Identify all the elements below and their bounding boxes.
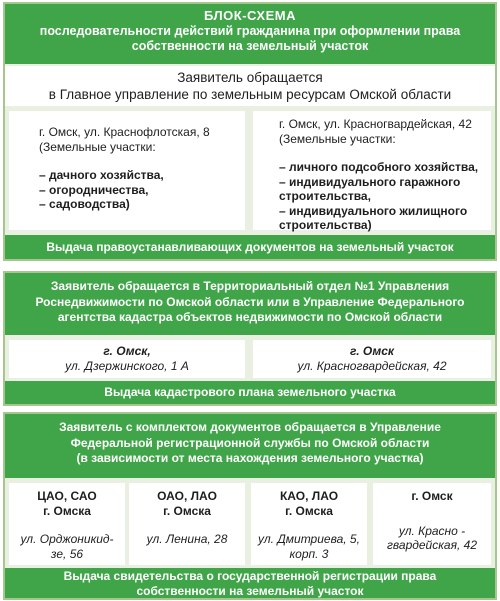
office-dzerzhinskogo <box>9 340 245 378</box>
list-item: строительства, <box>279 189 371 203</box>
applicant-step-land-resources <box>5 66 495 106</box>
office-street: ул. Красногвардейская, 42 <box>297 359 447 373</box>
registration-step-line-3: (в зависимости от места нахождения земельного участка) <box>76 451 424 465</box>
office-cao-sao <box>9 483 125 565</box>
office-address-line-2: гвардейская, 42 <box>386 538 477 552</box>
office-address-line-1: ул. Красно - <box>398 523 466 538</box>
flowchart-title: БЛОК-СХЕМА <box>204 8 296 23</box>
office-krasnoflotskaya <box>9 111 245 230</box>
office-address: г. Омск, ул. Красногвардейская, 42 <box>279 117 472 131</box>
result-registration-certificate <box>5 568 495 598</box>
office-district: ОАО, ЛАО <box>157 489 217 503</box>
office-oao-lao <box>129 483 245 565</box>
list-item: – личного подсобного хозяйства, <box>279 160 479 174</box>
office-address <box>251 532 367 561</box>
flowchart-subtitle-line-1: последовательности действий гражданина при оформлении права <box>39 23 461 38</box>
office-city: г. Омска <box>163 503 211 518</box>
block-cadastral-plan <box>3 271 497 406</box>
list-item: – индивидуального гаражного <box>279 174 461 189</box>
office-omsk-krasnogvardeyskaya <box>373 483 491 565</box>
list-item: – садоводства) <box>39 197 130 211</box>
block-land-ownership <box>3 2 497 261</box>
registration-step-line-2: Федеральной регистрационной службы по Омской области <box>70 435 430 450</box>
office-krasnogvardeyskaya <box>253 111 491 230</box>
list-item: – огородничества, <box>39 182 149 197</box>
office-city: г. Омска <box>43 503 91 518</box>
list-item: строительства) <box>279 218 372 232</box>
office-address-line-1: ул. Дмитриева, 5, <box>258 532 360 546</box>
list-item: – индивидуального жилищного <box>279 203 468 218</box>
office-address-line-2: корп. 3 <box>289 546 329 561</box>
office-address: г. Омск, ул. Краснофлотская, 8 <box>39 125 210 139</box>
office-kao-lao <box>251 483 367 565</box>
office-city: г. Омск, <box>103 344 151 358</box>
registration-step-line-1: Заявитель с комплектом документов обращается в Управление <box>59 420 441 434</box>
applicant-step-line-2: в Главное управление по земельным ресурсам Омской области <box>48 87 452 102</box>
block-registration <box>3 412 497 600</box>
office-district: КАО, ЛАО <box>279 489 339 503</box>
applicant-step-cadastre <box>5 273 495 335</box>
flowchart-header <box>5 4 495 64</box>
office-krasnogvardeyskaya-cadastre <box>253 340 491 378</box>
office-district: г. Омск <box>411 489 453 503</box>
cadastre-step-line-3: агентства кадастра объектов недвижимости по Омской области <box>57 310 443 324</box>
result-line-1: Выдача свидетельства о государственной регистрации права <box>63 569 437 583</box>
result-line-2: собственности на земельный участок <box>136 583 364 598</box>
plot-types-list <box>279 160 491 233</box>
office-city: г. Омска <box>285 503 333 518</box>
result-title-documents: Выдача правоустанавливающих документов на земельный участок <box>5 235 495 259</box>
applicant-step-registration <box>5 414 495 478</box>
office-address-line-1: ул. Ленина, 28 <box>146 532 228 546</box>
applicant-step-line-1: Заявитель обращается <box>177 70 323 85</box>
office-city: г. Омск <box>349 344 395 358</box>
plots-label: (Земельные участки: <box>39 139 156 154</box>
plots-label: (Земельные участки: <box>279 131 396 146</box>
office-address-line-1: ул. Орджоникид- <box>20 532 114 546</box>
cadastre-step-line-1: Заявитель обращается в Территориальный отдел №1 Управления <box>50 279 450 293</box>
office-address-line-2: зе, 56 <box>50 546 84 561</box>
plot-types-list <box>39 168 245 212</box>
office-street: ул. Дзержинского, 1 А <box>65 359 189 373</box>
list-item: – дачного хозяйства, <box>39 168 164 182</box>
office-address <box>373 524 491 553</box>
cadastre-step-line-2: Роснедвижимости по Омской области или в Управление Федерального <box>35 294 465 309</box>
office-district: ЦАО, САО <box>37 489 97 503</box>
office-address <box>129 532 245 547</box>
result-cadastral-plan: Выдача кадастрового плана земельного участка <box>5 381 495 404</box>
office-address <box>9 532 125 561</box>
flowchart-subtitle-line-2: собственности на земельный участок <box>131 39 369 53</box>
